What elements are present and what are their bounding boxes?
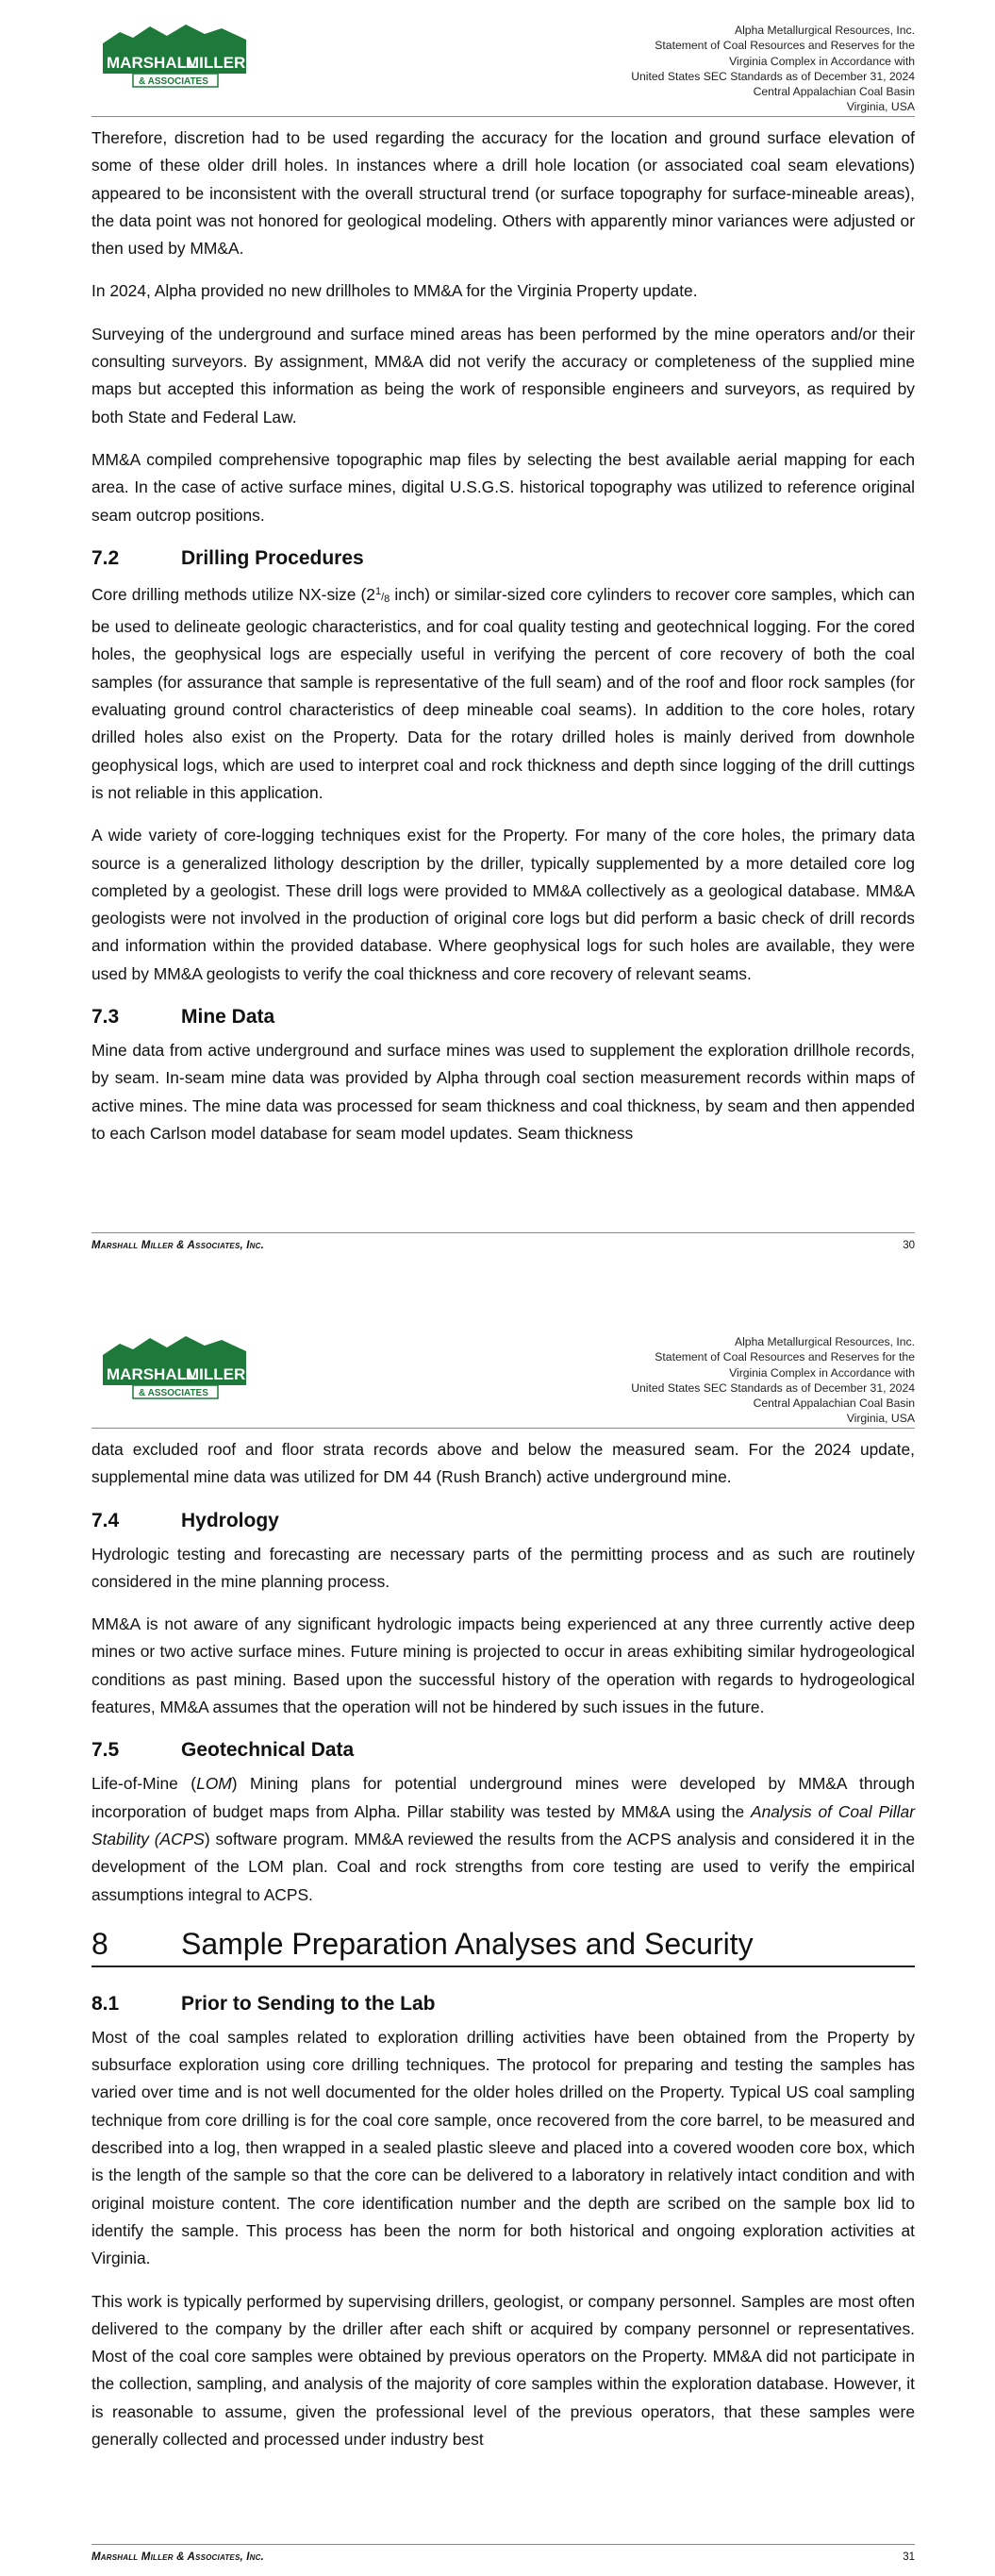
header-line: Central Appalachian Coal Basin [753, 85, 915, 99]
paragraph: Therefore, discretion had to be used regarding the accuracy for the location and ground surface elevation of some of these older drill holes. In instances where a drill hole location (or associated coal seam elevations) appeared to be inconsistent with the overall structural trend (or surface topography for surface-mineable areas), the data point was not honored for geological modeling. Others with apparently minor variances were adjusted or then used by MM&A. [91, 128, 915, 259]
header-line: Virginia, USA [846, 100, 915, 114]
text-run-italic: Analysis of Coal Pillar Stability (ACPS [91, 1801, 915, 1848]
header-line: Central Appalachian Coal Basin [753, 1397, 915, 1411]
paragraph [91, 578, 915, 807]
header-line: Virginia, USA [846, 1412, 915, 1426]
paragraph [91, 1770, 915, 1908]
section-title: Prior to Sending to the Lab [181, 1992, 436, 2015]
page-header [91, 1323, 915, 1429]
header-line: Statement of Coal Resources and Reserves for the [655, 39, 915, 53]
company-logo [99, 21, 250, 91]
header-line: United States SEC Standards as of December 31, 2024 [631, 1380, 915, 1395]
paragraph: Mine data from active underground and surface mines was used to supplement the exploration drillhole records, by seam. In-seam mine data was provided by Alpha through coal section measurement records within maps of active mines. The mine data was processed for seam thickness and coal thickness, by seam and then appended to each Carlson model database for seam model updates. Seam thickness [91, 1041, 915, 1143]
paragraph: In 2024, Alpha provided no new drillholes to MM&A for the Virginia Property update. [91, 281, 698, 301]
paragraph: data excluded roof and floor strata records above and below the measured seam. For the 2024 update, supplemental mine data was utilized for DM 44 (Rush Branch) active underground mine. [91, 1440, 915, 1487]
logo-text-marshall: MARSHALL [107, 1365, 197, 1383]
chapter-number: 8 [91, 1926, 108, 1961]
section-number: 8.1 [91, 1992, 120, 2015]
paragraph: MM&A compiled comprehensive topographic map files by selecting the best available aerial mapping for each area. In the case of active surface mines, digital U.S.G.S. historical topography was utilized to reference original seam outcrop positions. [91, 449, 915, 525]
text-run: ) Mining plans for potential underground mines were developed by MM&A through incorporation of budget maps from Alpha. Pillar stability was tested by MM&A using the [91, 1774, 915, 1821]
paragraph: This work is typically performed by supervising drillers, geologist, or company personnel. Samples are most often delivered to the company by the driller after each shift or acquired by company personnel or representatives. Most of the coal core samples were obtained by previous operators on the Property. MM&A did not participate in the collection, sampling, and analysis of the majority of core samples within the exploration database. However, it is reasonable to assume, given the professional level of the previous operators, that these samples were generally collected and processed under industry best [91, 2291, 915, 2450]
paragraph: A wide variety of core-logging techniques exist for the Property. For many of the core holes, the primary data source is a generalized lithology description by the driller, typically supplemented by a more detailed core log completed by a geologist. These drill logs were provided to MM&A collectively as a geological database. MM&A geologists were not involved in the production of original core logs but did perform a basic check of drill records and information within the provided database. Where geophysical logs for such holes are available, they were used by MM&A geologists to verify the coal thickness and core recovery of relevant seams. [91, 826, 915, 983]
document-page-30 [0, 0, 995, 1283]
header-line: Statement of Coal Resources and Reserves for the [655, 1350, 915, 1364]
paragraph: Hydrologic testing and forecasting are necessary parts of the permitting process and as such are routinely considered in the mine planning process. [91, 1544, 915, 1591]
paragraph: MM&A is not aware of any significant hydrologic impacts being experienced at any three currently active deep mines or two active surface mines. Future mining is projected to occur in areas exhibiting similar hydrogeological conditions as past mining. Based upon the successful history of the operation with regards to hydrogeological features, MM&A assumes that the operation will not be hindered by such issues in the future. [91, 1614, 915, 1717]
header-line: Virginia Complex in Accordance with [729, 54, 915, 68]
header-line: Alpha Metallurgical Resources, Inc. [734, 1335, 915, 1348]
page-number: 31 [903, 2551, 915, 2563]
logo-text-miller: MILLER [186, 54, 246, 72]
document-page-31 [0, 1312, 995, 2576]
text-run: Core drilling methods utilize NX-size (2 [91, 584, 375, 604]
section-heading-7-5 [91, 1736, 915, 1765]
page-body [91, 1436, 915, 2468]
page-footer [91, 1232, 915, 1257]
header-text-block [631, 23, 915, 115]
fraction: $^1/_8$ [374, 585, 390, 605]
fraction-numerator: 1 [374, 585, 382, 597]
page-header [91, 11, 915, 117]
section-title: Hydrology [181, 1509, 279, 1531]
fraction-denominator: 8 [384, 593, 390, 605]
section-number: 7.3 [91, 1006, 120, 1029]
company-logo [99, 1332, 250, 1402]
section-heading-7-4 [91, 1507, 915, 1535]
section-number: 7.2 [91, 546, 120, 569]
section-heading-7-2 [91, 544, 915, 573]
section-title: Geotechnical Data [181, 1739, 355, 1762]
page-body [91, 125, 915, 1163]
page-gap [0, 1283, 995, 1312]
paragraph: Surveying of the underground and surface mined areas has been performed by the mine operators and/or their consulting surveyors. By assignment, MM&A did not verify the accuracy or completeness of the supplied mine maps but accepted this information as being the work of responsible engineers and surveyors, as required by both State and Federal Law. [91, 324, 915, 427]
section-heading-8-1 [91, 1990, 915, 2018]
text-run: ) software program. MM&A reviewed the results from the ACPS analysis and considered it in the development of the LOM plan. Coal and rock strengths from core testing are used to verify the empirical assumptions integral to ACPS. [91, 1829, 916, 1904]
text-run: inch) or similar-sized core cylinders to recover core samples, which can be used to delineate geologic characteristics, and for coal quality testing and geotechnical logging. For the cored holes, the geophysical logs are especially useful in verifying the percent of core recovery of both the coal samples (for assurance that sample is representative of the full seam) and of the roof and floor rock samples (for evaluating ground control characteristics of deep mineable coal seams). In addition to the core holes, rotary drilled holes also exist on the Property. Data for the rotary drilled holes is mainly derived from downhole geophysical logs, which are used to interpret coal and rock thickness and depth since logging of the drill cuttings is not reliable in this application. [91, 584, 915, 802]
logo-text-marshall: MARSHALL [107, 54, 197, 72]
section-number: 7.5 [91, 1739, 120, 1762]
section-title: Drilling Procedures [181, 546, 364, 569]
text-run-italic: LOM [196, 1774, 232, 1794]
logo-text-associates: & ASSOCIATES [139, 76, 208, 87]
section-title: Mine Data [181, 1006, 275, 1029]
text-run: Life-of-Mine ( [91, 1774, 197, 1794]
logo-text-associates: & ASSOCIATES [139, 1388, 208, 1398]
logo-text-miller: MILLER [186, 1365, 246, 1383]
chapter-title: Sample Preparation Analyses and Security [181, 1926, 754, 1961]
header-line: Alpha Metallurgical Resources, Inc. [734, 24, 915, 37]
page-number: 30 [903, 1240, 915, 1251]
footer-firm-name: Marshall Miller & Associates, Inc. [91, 2551, 265, 2563]
section-heading-7-3 [91, 1003, 915, 1031]
page-footer [91, 2544, 915, 2568]
header-line: Virginia Complex in Accordance with [729, 1365, 915, 1380]
header-text-block [631, 1334, 915, 1427]
header-line: United States SEC Standards as of December 31, 2024 [631, 69, 915, 83]
paragraph: Most of the coal samples related to exploration drilling activities have been obtained from the Property by subsurface exploration using core drilling techniques. The protocol for preparing and testing the samples has varied over time and is not well documented for the older holes drilled on the Property. Typical US coal sampling technique from core drilling is for the coal core sample, once recovered from the core barrel, to be measured and described into a log, then wrapped in a sealed plastic sleeve and placed into a covered wooden core box, which is the length of the sample so that the core can be delivered to a laboratory in relatively intact condition and with original moisture content. The core identification number and the depth are scribed on the sample box lid to identify the sample. This process has been the norm for both historical and ongoing exploration activities at Virginia. [91, 2027, 915, 2268]
chapter-heading-8 [91, 1924, 915, 1967]
section-number: 7.4 [91, 1509, 120, 1531]
footer-firm-name: Marshall Miller & Associates, Inc. [91, 1240, 265, 1251]
